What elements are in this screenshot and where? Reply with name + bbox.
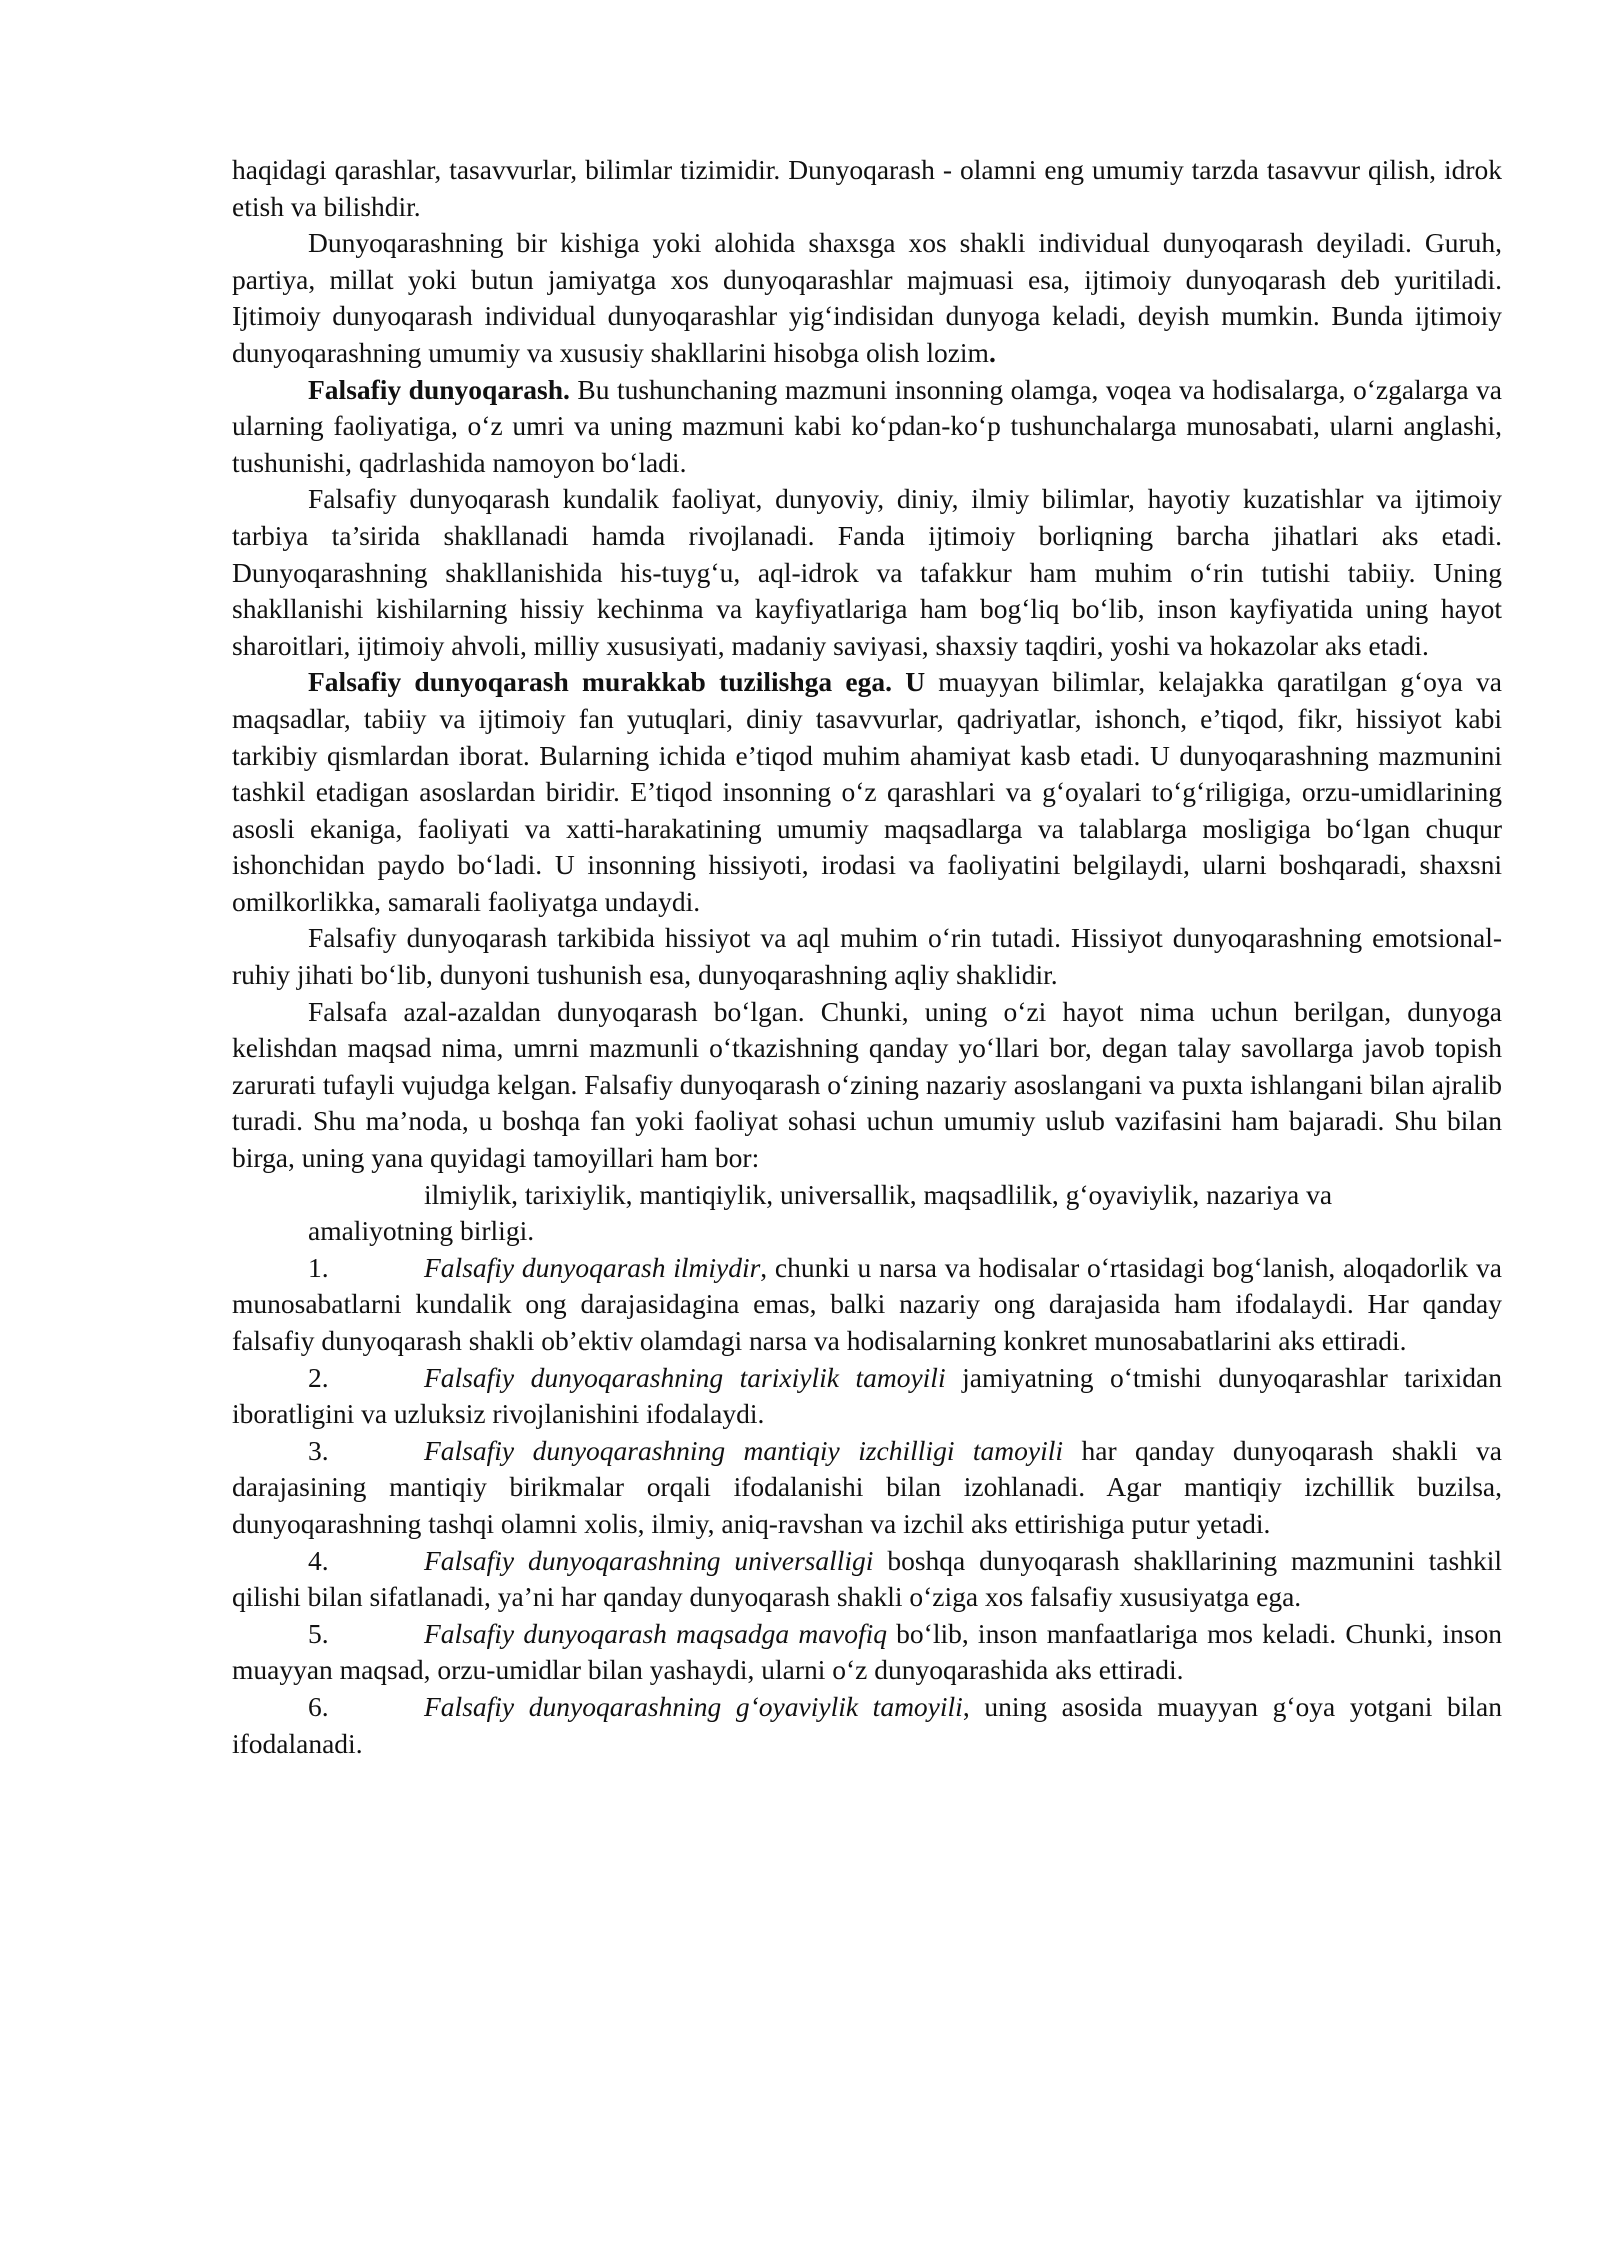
numbered-item-6	[232, 1689, 1502, 1762]
item-italic-term: Falsafiy dunyoqarash ilmiydir	[424, 1251, 761, 1283]
numbered-item-2	[232, 1360, 1502, 1433]
paragraph-text: Falsafa azal-azaldan dunyoqarash bo‘lgan. Chunki, uning o‘zi hayot nima uchun berilgan, dunyoga kelishdan maqsad nima, umrni mazmunli o‘tkazishning qanday yo‘llari bor, degan talay savollarga javob topish zarurati tufayli vujudga kelgan. Falsafiy dunyoqarash o‘zining nazariy asoslangani va puxta ishlangani bilan ajralib turadi. Shu ma’noda, u boshqa fan yoki faoliyat sohasi uchun umumiy uslub vazifasini ham bajaradi. Shu bilan birga, uning yana quyidagi tamoyillari ham bor:	[232, 995, 1502, 1174]
paragraph-heading-bold: Falsafiy dunyoqarash.	[308, 373, 570, 405]
item-text: , uning asosida muayyan g‘oya yotgani bilan ifodalanadi.	[232, 1690, 1502, 1759]
numbered-item-1	[232, 1250, 1502, 1360]
paragraph-text: Falsafiy dunyoqarash kundalik faoliyat, dunyoviy, diniy, ilmiy bilimlar, hayotiy kuzatishlar va ijtimoiy tarbiya ta’sirida shakllanadi hamda rivojlanadi. Fanda ijtimoiy borliqning barcha jihatlari aks etadi. Dunyoqarashning shakllanishida his-tuyg‘u, aql-idrok va tafakkur ham muhim o‘rin tutishi tabiiy. Uning shakllanishi kishilarning hissiy kechinma va kayfiyatlariga ham bog‘liq bo‘lib, inson kayfiyatida uning hayot sharoitlari, ijtimoiy ahvoli, milliy xususiyati, madaniy saviyasi, shaxsiy taqdiri, yoshi va hokazolar aks etadi.	[232, 483, 1502, 661]
item-number: 2.	[308, 1361, 329, 1393]
item-number: 1.	[308, 1251, 329, 1283]
item-text: har qanday dunyoqarash shakli va darajasining mantiqiy birikmalar orqali ifodalanishi bilan izohlanadi. Agar mantiqiy izchillik buzilsa, dunyoqarashning tashqi olamni xolis, ilmiy, aniq-ravshan va izchil aks ettirishiga putur yetadi.	[232, 1434, 1502, 1539]
numbered-item-4	[232, 1543, 1502, 1616]
item-text: jamiyatning o‘tmishi dunyoqarashlar tarixidan iboratligini va uzluksiz rivojlanishini ifodalaydi.	[232, 1361, 1502, 1430]
principles-second-line: amaliyotning birligi.	[308, 1215, 535, 1247]
paragraph-emotion-reason	[232, 920, 1502, 993]
paragraph-continuation	[232, 152, 1502, 225]
principles-list-line	[232, 1177, 1502, 1250]
paragraph-individual-worldview	[232, 225, 1502, 371]
paragraph-philosophy-history	[232, 994, 1502, 1177]
principles-first-line: ilmiylik, tarixiylik, mantiqiylik, universallik, maqsadlilik, g‘oyaviylik, nazariya va	[424, 1178, 1333, 1210]
item-text: boshqa dunyoqarash shakllarining mazmunini tashkil qilishi bilan sifatlanadi, ya’ni har qanday dunyoqarash shakli o‘ziga xos falsafiy xususiyatga ega.	[232, 1544, 1502, 1613]
document-page	[232, 152, 1502, 1762]
paragraph-text: Dunyoqarashning bir kishiga yoki alohida shaxsga xos shakli individual dunyoqarash deyiladi. Guruh, partiya, millat yoki butun jamiyatga xos dunyoqarashlar majmuasi esa, ijtimoiy dunyoqarash deb yuritiladi. Ijtimoiy dunyoqarash individual dunyoqarashlar yig‘indisidan dunyoga keladi, deyish mumkin. Bunda ijtimoiy dunyoqarashning umumiy va xususiy shakllarini hisobga olish lozim	[232, 227, 1502, 368]
paragraph-text: Falsafiy dunyoqarash tarkibida hissiyot va aql muhim o‘rin tutadi. Hissiyot dunyoqarashning emotsional-ruhiy jihati bo‘lib, dunyoni tushunish esa, dunyoqarashning aqliy shaklidir.	[232, 922, 1502, 991]
item-italic-term: Falsafiy dunyoqarashning g‘oyaviylik tamoyili	[424, 1690, 963, 1722]
item-number: 6.	[308, 1690, 329, 1722]
paragraph-structure	[232, 664, 1502, 920]
item-italic-term: Falsafiy dunyoqarashning mantiqiy izchilligi tamoyili	[424, 1434, 1064, 1466]
paragraph-text: muayyan bilimlar, kelajakka qaratilgan g‘oya va maqsadlar, tabiiy va ijtimoiy fan yutuqlari, diniy tasavvurlar, qadriyatlar, ishonch, e’tiqod, fikr, hissiyot kabi tarkibiy qismlardan iborat. Bularning ichida e’tiqod muhim ahamiyat kasb etadi. U dunyoqarashning mazmunini tashkil etadigan asoslardan biridir. E’tiqod insonning o‘z qarashlari va g‘oyalari to‘g‘riligiga, orzu-umidlarining asosli ekaniga, faoliyati va xatti-harakatining umumiy maqsadlarga va talablarga mosligiga bo‘lgan chuqur ishonchidan paydo bo‘ladi. U insonning hissiyoti, irodasi va faoliyatini belgilaydi, ularni boshqaradi, shaxsni omilkorlikka, samarali faoliyatga undaydi.	[232, 666, 1502, 917]
item-number: 4.	[308, 1544, 329, 1576]
item-text: , chunki u narsa va hodisalar o‘rtasidagi bog‘lanish, aloqadorlik va munosabatlarni kundalik ong darajasidagina emas, balki nazariy ong darajasida ham ifodalaydi. Har qanday falsafiy dunyoqarash shakli ob’ektiv olamdagi narsa va hodisalarning konkret munosabatlarini aks ettiradi.	[232, 1251, 1502, 1356]
numbered-item-3	[232, 1433, 1502, 1543]
paragraph-philosophical-worldview	[232, 372, 1502, 482]
item-italic-term: Falsafiy dunyoqarashning tarixiylik tamoyili	[424, 1361, 946, 1393]
item-number: 3.	[308, 1434, 329, 1466]
item-text: bo‘lib, inson manfaatlariga mos keladi. Chunki, inson muayyan maqsad, orzu-umidlar bilan yashaydi, ularni o‘z dunyoqarashida aks ettiradi.	[232, 1617, 1503, 1686]
paragraph-bold-period: .	[988, 336, 996, 368]
numbered-item-5	[232, 1616, 1502, 1689]
paragraph-formation	[232, 481, 1502, 664]
paragraph-text: haqidagi qarashlar, tasavvurlar, bilimlar tizimidir. Dunyoqarash - olamni eng umumiy tarzda tasavvur qilish, idrok etish va bilishdir.	[232, 154, 1502, 222]
item-italic-term: Falsafiy dunyoqarashning universalligi	[424, 1544, 874, 1576]
item-italic-term: Falsafiy dunyoqarash maqsadga mavofiq	[424, 1617, 887, 1649]
item-number: 5.	[308, 1617, 329, 1649]
paragraph-text: Bu tushunchaning mazmuni insonning olamga, voqea va hodisalarga, o‘zgalarga va ularning faoliyatiga, o‘z umri va uning mazmuni kabi ko‘pdan-ko‘p tushunchalarga munosabati, ularni anglashi, tushunishi, qadrlashida namoyon bo‘ladi.	[232, 373, 1502, 478]
paragraph-heading-bold: Falsafiy dunyoqarash murakkab tuzilishga ega. U	[308, 666, 926, 698]
